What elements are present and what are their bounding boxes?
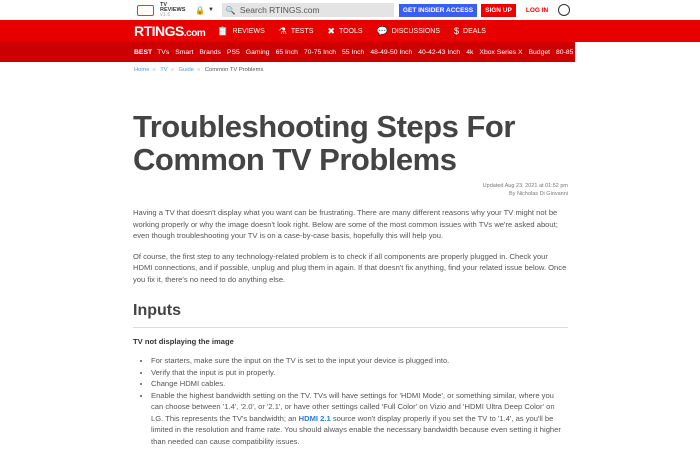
intro-paragraph: Having a TV that doesn't display what you want can be frustrating. There are many different reasons why your TV might not be working properly or why the image doesn't look right. Below are some of the most common issues with TVs we're asked about; even though troubleshooting your TV is on a case-by-case basis, hopefully this will help you.	[133, 208, 558, 240]
tests-icon: ⚗	[278, 25, 287, 36]
article	[133, 110, 568, 447]
get-insider-access-button[interactable]: GET INSIDER ACCESS	[399, 4, 477, 17]
article-meta	[133, 182, 568, 198]
breadcrumb-tv[interactable]: TV	[160, 67, 168, 73]
top-bar	[0, 0, 700, 20]
chevron-right-icon[interactable]: ›	[579, 48, 582, 56]
discussions-icon: 💬	[376, 25, 388, 36]
search-placeholder: Search RTINGS.com	[239, 5, 320, 15]
main-nav	[0, 20, 700, 42]
nav-tools[interactable]	[327, 26, 362, 37]
breadcrumb: Home » TV » Guide » Common TV Problems	[134, 67, 264, 73]
tv-reviews-brand[interactable]	[160, 3, 192, 18]
breadcrumb-current: Common TV Problems	[204, 67, 264, 73]
nav-label: DISCUSSIONS	[391, 27, 440, 35]
subheading: TV not displaying the image	[133, 337, 234, 346]
nav-label: DEALS	[463, 27, 486, 35]
best-label: BEST	[134, 48, 153, 56]
section-heading-inputs: Inputs	[133, 302, 568, 328]
nav-deals[interactable]	[454, 26, 486, 36]
reviews-icon: 📋	[217, 25, 229, 36]
list-item: • Verify that the input is put in properly.	[151, 367, 568, 379]
nav-label: TOOLS	[338, 27, 363, 35]
subnav-item[interactable]: 48-49-50 Inch	[370, 48, 413, 56]
version: v1.6	[160, 11, 171, 18]
bullet-list	[133, 355, 568, 447]
subnav-item[interactable]: 80-85	[556, 48, 574, 56]
subnav-item[interactable]: 70-75 Inch	[303, 48, 337, 56]
subnav-item[interactable]: 40-42-43 Inch	[418, 48, 461, 56]
subnav-item[interactable]: 65 Inch	[275, 48, 298, 56]
list-item: • Change HDMI cables.	[151, 378, 568, 390]
deals-icon: $	[454, 26, 460, 36]
subnav-item[interactable]: 55 Inch	[342, 48, 365, 56]
subnav-item[interactable]: Budget	[528, 48, 551, 56]
brand-line1: TV	[160, 1, 168, 8]
subnav-item[interactable]: Gaming	[245, 48, 270, 56]
brand-line2: REVIEWS	[160, 6, 186, 13]
sign-up-button[interactable]: SIGN UP	[481, 4, 516, 17]
list-item: • For starters, make sure the input on the TV is set to the input your device is plugged into.	[151, 355, 568, 367]
chevron-down-icon[interactable]: ▼	[207, 7, 214, 13]
best-subnav	[0, 42, 582, 62]
page-title: Troubleshooting Steps For Common TV Problems	[133, 109, 515, 177]
second-paragraph: Of course, the first step to any technology-related problem is to check if all components are properly plugged in. Check your HDMI connections, and if possible, unplug and plug them in again. If that doesn't fix anything, find your related issue below. Once you fix it, there's no need to do anything else.	[133, 251, 567, 284]
user-avatar-icon[interactable]	[558, 4, 570, 16]
search-input[interactable]	[222, 3, 394, 17]
subnav-item[interactable]: Xbox Series X	[479, 48, 523, 56]
log-in-button[interactable]: LOG IN	[525, 6, 549, 14]
list-text: source won't display properly if you set the TV to '1.4', as you'll be limited in the resolution and frame rate. You should always enable the necessary bandwidth because even setting it higher than needed can cause compatibility issues.	[151, 413, 561, 446]
logo-text: RTINGS	[134, 23, 184, 39]
nav-label: TESTS	[290, 27, 314, 35]
nav-discussions[interactable]	[377, 26, 440, 37]
breadcrumb-home[interactable]: Home	[134, 67, 150, 73]
subnav-item[interactable]: 4k	[466, 48, 474, 56]
hdmi-2-1-link[interactable]: HDMI 2.1	[298, 413, 331, 423]
nav-tests[interactable]	[279, 26, 314, 37]
breadcrumb-guide[interactable]: Guide	[178, 67, 194, 73]
search-icon: 🔍	[225, 5, 236, 15]
author[interactable]: By Nicholas Di Giovanni	[509, 191, 568, 197]
rtings-logo[interactable]	[134, 23, 205, 39]
subnav-item[interactable]: TVs	[157, 48, 170, 56]
subnav-item[interactable]: Smart	[175, 48, 194, 56]
tools-icon: ✖	[327, 25, 335, 36]
list-item	[151, 390, 568, 448]
nav-reviews[interactable]	[217, 26, 265, 37]
subnav-item[interactable]: Brands	[199, 48, 221, 56]
nav-label: REVIEWS	[232, 27, 265, 35]
tv-icon[interactable]	[137, 5, 154, 16]
lock-icon[interactable]: 🔒	[195, 5, 205, 15]
list-text: Enable the highest bandwidth setting on the TV. TVs will have settings for 'HDMI Mode', or something similar, where you can choose between '1.4', '2.0', or '2.1', or have other settings called 'Full Color' on Vizio and 'HDMI Ultra Deep Color' on LG. This represents the TV's bandwidth; an	[151, 390, 555, 423]
logo-suffix: .com	[183, 28, 206, 39]
subnav-item[interactable]: PS5	[226, 48, 240, 56]
updated-date: Updated Aug 23, 2021 at 01:52 pm	[482, 183, 568, 189]
